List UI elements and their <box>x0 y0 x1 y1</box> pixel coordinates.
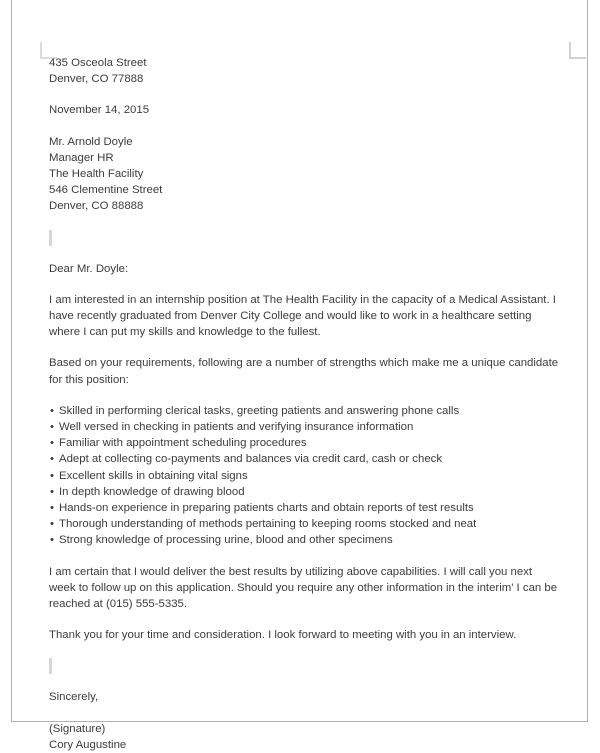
strength-list-item <box>49 500 559 516</box>
recipient-city-state-zip: Denver, CO 88888 <box>49 200 144 213</box>
strengths-list <box>49 403 559 549</box>
strength-list-item-label: Thorough understanding of methods pertaining to keeping rooms stocked and neat <box>59 518 477 531</box>
salutation: Dear Mr. Doyle: <box>49 262 129 275</box>
text-caret-marker-secondary <box>49 658 559 674</box>
bullet-dot-icon: • <box>50 453 54 466</box>
strength-list-item-label: Hands-on experience in preparing patients charts and obtain reports of test results <box>59 502 474 515</box>
bullet-dot-icon: • <box>50 485 54 498</box>
signature-block <box>49 721 559 753</box>
recipient-name: Mr. Arnold Doyle <box>49 135 133 148</box>
recipient-company: The Health Facility <box>49 168 144 181</box>
strength-list-item <box>49 451 559 467</box>
recipient-street: 546 Clementine Street <box>49 184 163 197</box>
sign-off: Sincerely, <box>49 691 99 704</box>
sender-street: 435 Osceola Street <box>49 57 147 69</box>
strength-list-item <box>49 403 559 419</box>
recipient-address-block <box>49 134 559 215</box>
strength-list-item-label: In depth knowledge of drawing blood <box>59 485 245 498</box>
letter-body <box>49 55 559 753</box>
document-page <box>11 0 588 751</box>
closing-paragraph: I am certain that I would deliver the best results by utilizing above capabilities. I will call you next week to follow up on this application. Should you require any other information in the interim' I can be reached at (015) 555-5335. <box>49 565 558 611</box>
empty-line-marker-bottom <box>49 658 559 674</box>
strength-list-item <box>49 435 559 451</box>
strength-list-item-label: Skilled in performing clerical tasks, greeting patients and answering phone calls <box>59 404 460 417</box>
bullet-dot-icon: • <box>50 421 54 434</box>
bullet-dot-icon: • <box>50 437 54 450</box>
strength-list-item <box>49 419 559 435</box>
caret-bar-icon <box>49 230 52 246</box>
thank-you-paragraph: Thank you for your time and consideration. I look forward to meeting with you in an interview. <box>49 629 517 642</box>
strength-list-item-label: Adept at collecting co-payments and balances via credit card, cash or check <box>59 453 443 466</box>
bullet-dot-icon: • <box>50 469 54 482</box>
sender-city-state-zip: Denver, CO 77888 <box>49 73 144 86</box>
strength-list-item <box>49 468 559 484</box>
letter-date: November 14, 2015 <box>49 104 150 117</box>
sender-address-block <box>49 55 559 87</box>
sign-off-block <box>49 689 559 705</box>
caret-bar-icon-secondary <box>49 658 52 674</box>
bullet-dot-icon: • <box>50 518 54 531</box>
bullet-dot-icon: • <box>50 404 54 417</box>
strength-list-item <box>49 532 559 548</box>
recipient-title: Manager HR <box>49 151 114 164</box>
bullet-dot-icon: • <box>50 502 54 515</box>
strength-list-item <box>49 484 559 500</box>
strength-list-item-label: Familiar with appointment scheduling procedures <box>59 437 307 450</box>
letter-date-block <box>49 102 559 118</box>
salutation-block <box>49 261 559 277</box>
crop-mark-top-right-icon <box>569 42 586 59</box>
intro-paragraph: I am interested in an internship position at The Health Facility in the capacity of a Medical Assistant. I have recently graduated from Denver City College and would like to work in a healthcare setting where I can put my skills and knowledge to the fullest. <box>49 293 556 339</box>
signature-placeholder: (Signature) <box>49 722 106 735</box>
empty-line-marker-top <box>49 230 559 246</box>
strengths-lead-in-paragraph: Based on your requirements, following are a number of strengths which make me a unique candidate for this position: <box>49 357 559 386</box>
text-caret-marker <box>49 230 559 246</box>
sender-name: Cory Augustine <box>49 738 127 751</box>
strength-list-item-label: Well versed in checking in patients and verifying insurance information <box>59 421 414 434</box>
strength-list-item-label: Strong knowledge of processing urine, blood and other specimens <box>59 534 393 547</box>
strength-list-item <box>49 516 559 532</box>
strength-list-item-label: Excellent skills in obtaining vital signs <box>59 469 248 482</box>
bullet-dot-icon: • <box>50 534 54 547</box>
